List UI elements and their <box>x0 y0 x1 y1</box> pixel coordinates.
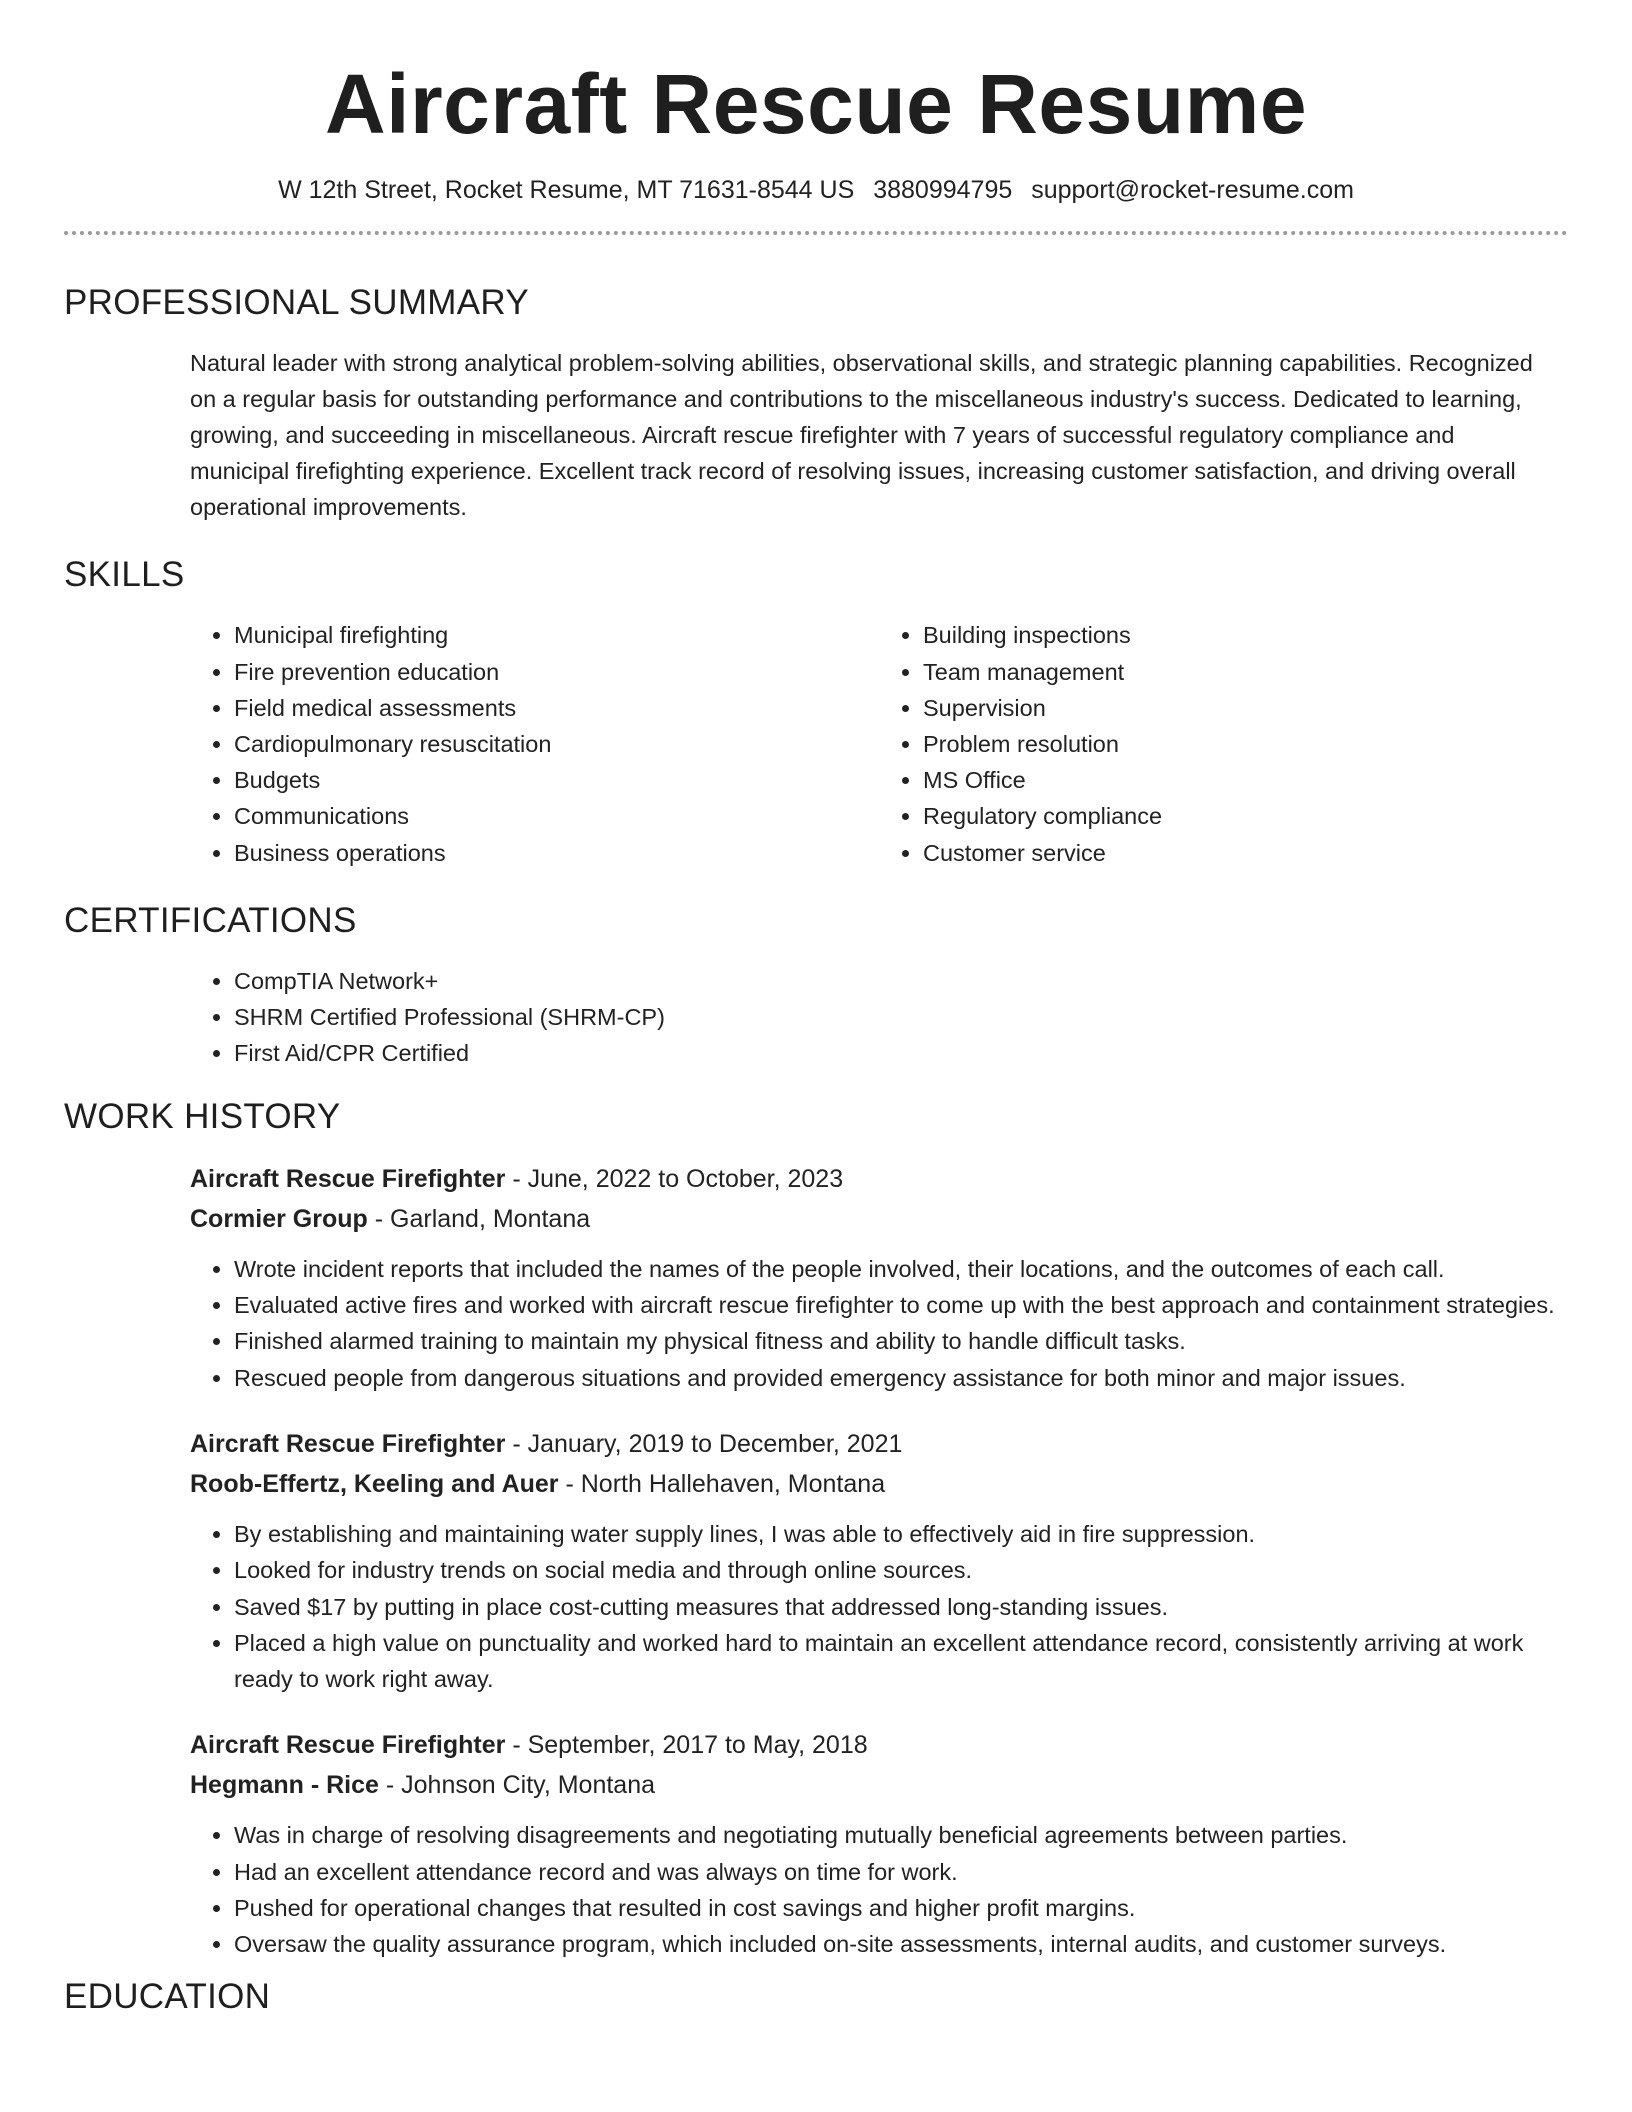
job-title: Aircraft Rescue Firefighter <box>190 1731 506 1760</box>
job-bullet: • Rescued people from dangerous situations and provided emergency assistance for both minor and major issues. <box>234 1360 1568 1396</box>
skill-item: • Team management <box>923 654 1568 690</box>
skill-item: • Customer service <box>923 835 1568 871</box>
resume-title: Aircraft Rescue Resume <box>324 57 1308 151</box>
job-bullets <box>190 1817 1568 1962</box>
skills-heading: SKILLS <box>64 555 185 595</box>
skill-item: • Communications <box>234 798 879 834</box>
skill-item: • Building inspections <box>923 617 1568 653</box>
job-location: - Garland, Montana <box>367 1204 591 1233</box>
job-bullet: • Had an excellent attendance record and was always on time for work. <box>234 1854 1568 1890</box>
certifications-heading: CERTIFICATIONS <box>64 900 357 940</box>
job-dates: - September, 2017 to May, 2018 <box>505 1731 868 1760</box>
job-company-line <box>190 1765 1568 1805</box>
certifications-list <box>190 963 1568 1071</box>
skill-item: • MS Office <box>923 762 1568 798</box>
job-title-line <box>190 1159 1568 1199</box>
job-bullet: • Placed a high value on punctuality and worked hard to maintain an excellent attendance record, consistently arriving at work ready to work right away. <box>234 1625 1568 1698</box>
job-dates: - January, 2019 to December, 2021 <box>505 1430 903 1458</box>
header-divider <box>64 231 1568 235</box>
job-bullets <box>190 1516 1568 1697</box>
job-dates: - June, 2022 to October, 2023 <box>505 1164 844 1193</box>
job-title-line <box>190 1424 1568 1464</box>
skill-item: • Field medical assessments <box>234 690 879 726</box>
job-company-line <box>190 1464 1568 1504</box>
job-entry <box>190 1159 1568 1396</box>
job-company: Hegmann - Rice <box>190 1771 379 1800</box>
job-bullet: • Was in charge of resolving disagreements and negotiating mutually beneficial agreements between parties. <box>234 1817 1568 1853</box>
job-company-line <box>190 1199 1568 1239</box>
skill-item: • Budgets <box>234 762 879 798</box>
job-bullet: • Pushed for operational changes that resulted in cost savings and higher profit margins. <box>234 1890 1568 1926</box>
job-bullet: • Looked for industry trends on social media and through online sources. <box>234 1552 1568 1588</box>
job-title-line <box>190 1725 1568 1765</box>
job-bullet: • By establishing and maintaining water supply lines, I was able to effectively aid in fire suppression. <box>234 1516 1568 1552</box>
job-title: Aircraft Rescue Firefighter <box>190 1430 506 1458</box>
job-bullet: • Evaluated active fires and worked with aircraft rescue firefighter to come up with the best approach and containment strategies. <box>234 1287 1568 1323</box>
certification-item: • SHRM Certified Professional (SHRM-CP) <box>234 999 1568 1035</box>
job-location: - Johnson City, Montana <box>378 1771 655 1800</box>
summary-heading: PROFESSIONAL SUMMARY <box>64 283 529 323</box>
job-bullet: • Saved $17 by putting in place cost-cutting measures that addressed long-standing issues. <box>234 1589 1568 1625</box>
skill-item: • Supervision <box>923 690 1568 726</box>
work-history-heading: WORK HISTORY <box>64 1096 341 1136</box>
job-bullets <box>190 1251 1568 1396</box>
job-entry <box>190 1424 1568 1697</box>
job-title: Aircraft Rescue Firefighter <box>190 1164 506 1193</box>
certification-item: • First Aid/CPR Certified <box>234 1035 1568 1071</box>
skills-left-column <box>190 617 879 870</box>
email: support@rocket-resume.com <box>1031 176 1354 205</box>
skills-list <box>190 617 1568 870</box>
skill-item: • Fire prevention education <box>234 654 879 690</box>
job-company: Roob-Effertz, Keeling and Auer <box>190 1470 559 1498</box>
job-location: - North Hallehaven, Montana <box>558 1470 886 1498</box>
job-bullet: • Wrote incident reports that included the names of the people involved, their locations, and the outcomes of each call. <box>234 1251 1568 1287</box>
education-heading: EDUCATION <box>64 1976 271 2016</box>
job-company: Cormier Group <box>190 1204 368 1233</box>
job-bullet: • Oversaw the quality assurance program, which included on-site assessments, internal audits, and customer surveys. <box>234 1926 1568 1962</box>
skills-right-column <box>879 617 1568 870</box>
phone: 3880994795 <box>873 176 1013 205</box>
skill-item: • Problem resolution <box>923 726 1568 762</box>
skill-item: • Municipal firefighting <box>234 617 879 653</box>
contact-line <box>64 176 1568 205</box>
job-entry <box>190 1725 1568 1962</box>
skill-item: • Cardiopulmonary resuscitation <box>234 726 879 762</box>
skill-item: • Regulatory compliance <box>923 798 1568 834</box>
summary-text: Natural leader with strong analytical problem-solving abilities, observational skills, and strategic planning capabilities. Recognized on a regular basis for outstanding performance and contributions to the miscellaneous industry's success. Dedicated to learning, growing, and succeeding in miscellaneous. Aircraft rescue firefighter with 7 years of successful regulatory compliance and municipal firefighting experience. Excellent track record of resolving issues, increasing customer satisfaction, and driving overall operational improvements. <box>190 350 1533 521</box>
address: W 12th Street, Rocket Resume, MT 71631-8544 US <box>278 176 855 205</box>
job-bullet: • Finished alarmed training to maintain my physical fitness and ability to handle difficult tasks. <box>234 1323 1568 1359</box>
certification-item: • CompTIA Network+ <box>234 963 1568 999</box>
skill-item: • Business operations <box>234 835 879 871</box>
